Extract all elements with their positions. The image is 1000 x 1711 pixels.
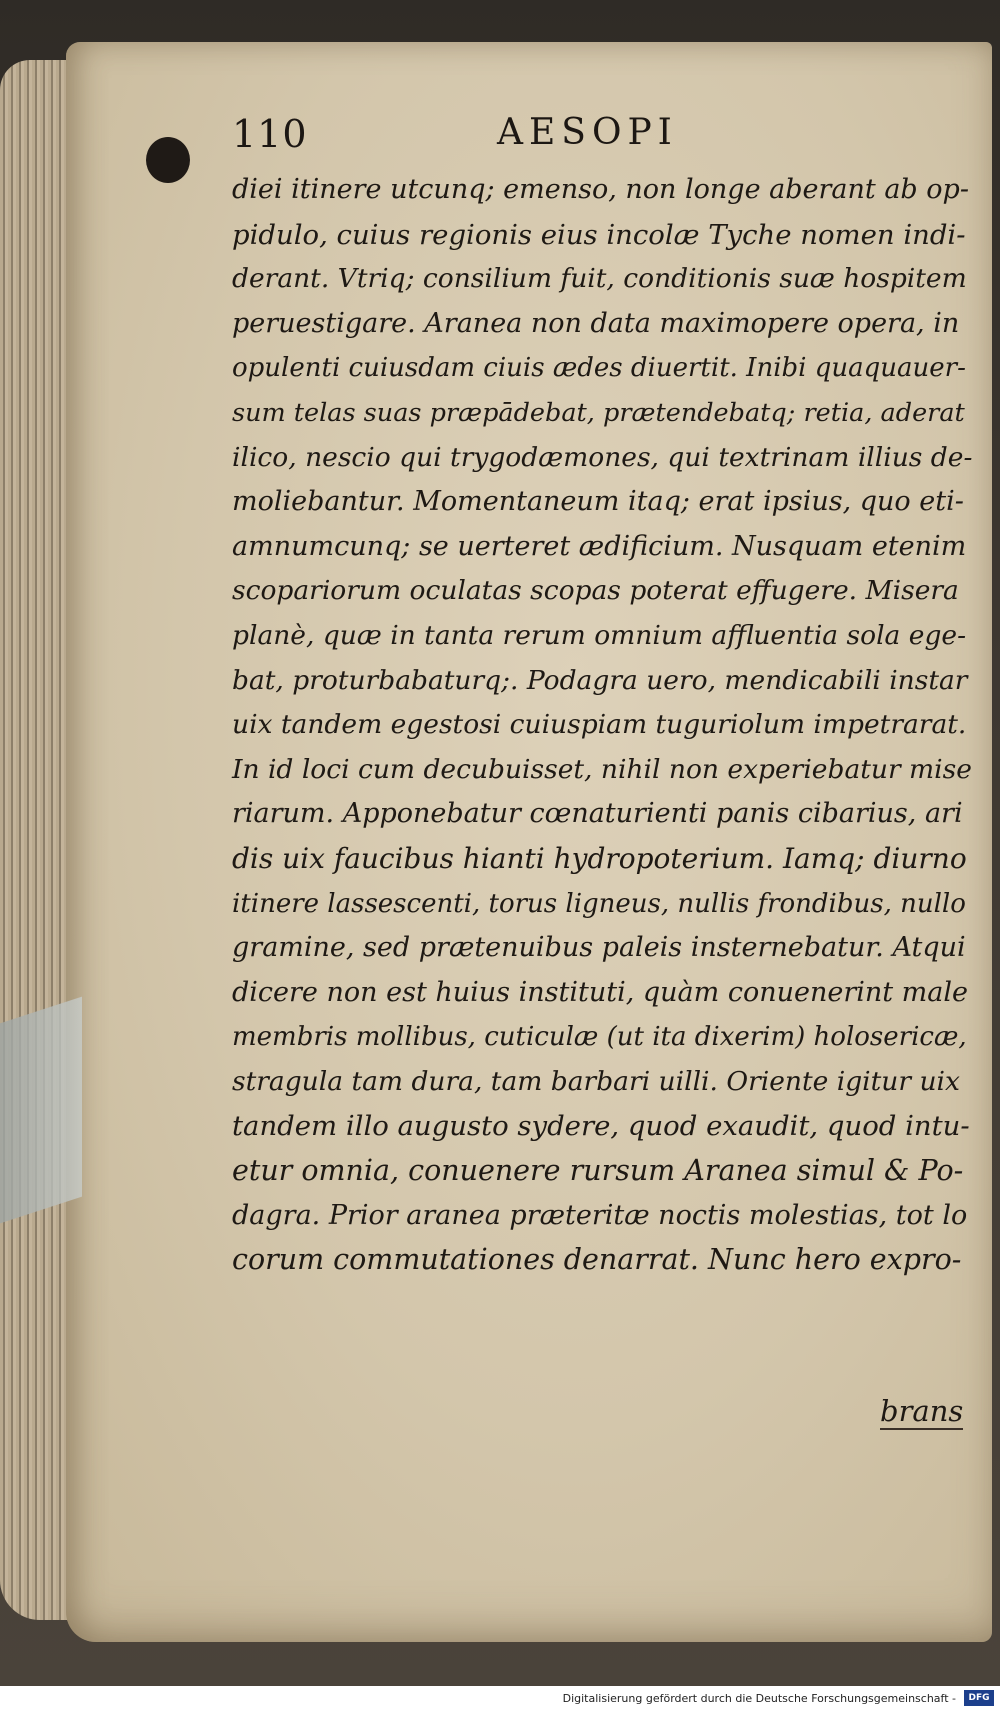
text-line: amnumcunq; se uerteret ædificium. Nusquam etenim (232, 530, 967, 562)
text-line: sum telas suas præpādebat, prætendebatq; retia, aderat (232, 397, 965, 428)
page-number: 110 (232, 112, 308, 156)
text-line: bat, proturbabaturq;. Podagra uero, mendicabili instar (232, 664, 968, 696)
text-line: uix tandem egestosi cuiuspiam tuguriolum impetrarat. (232, 709, 967, 741)
text-line: riarum. Apponebatur cœnaturienti panis cibarius, ari (232, 798, 963, 830)
text-line: corum commutationes denarrat. Nunc hero expro- (232, 1243, 962, 1277)
text-line: diei itinere utcunq; emenso, non longe aberant ab op- (232, 174, 969, 205)
text-line: moliebantur. Momentaneum itaq; erat ipsius, quo eti- (232, 486, 964, 518)
text-line: stragula tam dura, tam barbari uilli. Oriente igitur uix (232, 1065, 960, 1097)
text-line: gramine, sed prætenuibus paleis insternebatur. Atqui (232, 932, 966, 964)
text-line: membris mollibus, cuticulæ (ut ita dixerim) holosericæ, (232, 1022, 967, 1053)
text-line: tandem illo augusto sydere, quod exaudit, quod intu- (232, 1110, 970, 1143)
text-line: etur omnia, conuenere rursum Aranea simul & Po- (232, 1154, 964, 1188)
dfg-logo: DFG (964, 1690, 994, 1706)
page-header (232, 112, 952, 162)
body-text (232, 168, 972, 1283)
footer-credit: Digitalisierung gefördert durch die Deutsche Forschungsgemeinschaft - (562, 1692, 956, 1705)
text-line: derant. Vtriq; consilium fuit, conditionis suæ hospitem (232, 263, 967, 295)
text-line: dicere non est huius instituti, quàm conuenerint male (232, 976, 969, 1008)
text-line: itinere lassescenti, torus ligneus, nullis frondibus, nullo (232, 888, 966, 919)
text-line: ilico, nescio qui trygodæmones, qui textrinam illius de- (232, 441, 973, 473)
bookmark-tab (0, 997, 82, 1224)
running-head: AESOPI (497, 112, 678, 153)
text-line: planè, quæ in tanta rerum omnium affluentia sola ege- (232, 619, 967, 651)
text-line: dis uix faucibus hianti hydropoterium. Iamq; diurno (232, 841, 967, 875)
text-line: scopariorum oculatas scopas poterat effugere. Misera (232, 575, 959, 607)
ink-stain (146, 137, 190, 183)
text-line: pidulo, cuius regionis eius incolæ Tyche nomen indi- (232, 218, 966, 251)
text-line: dagra. Prior aranea præteritæ noctis molestias, tot lo (232, 1199, 968, 1231)
text-line: opulenti cuiusdam ciuis ædes diuertit. Inibi quaquauer- (232, 353, 966, 384)
catchword: brans (880, 1394, 964, 1428)
text-line: In id loci cum decubuisset, nihil non experiebatur mise (232, 753, 972, 785)
text-line: peruestigare. Aranea non data maximopere opera, in (232, 307, 960, 339)
